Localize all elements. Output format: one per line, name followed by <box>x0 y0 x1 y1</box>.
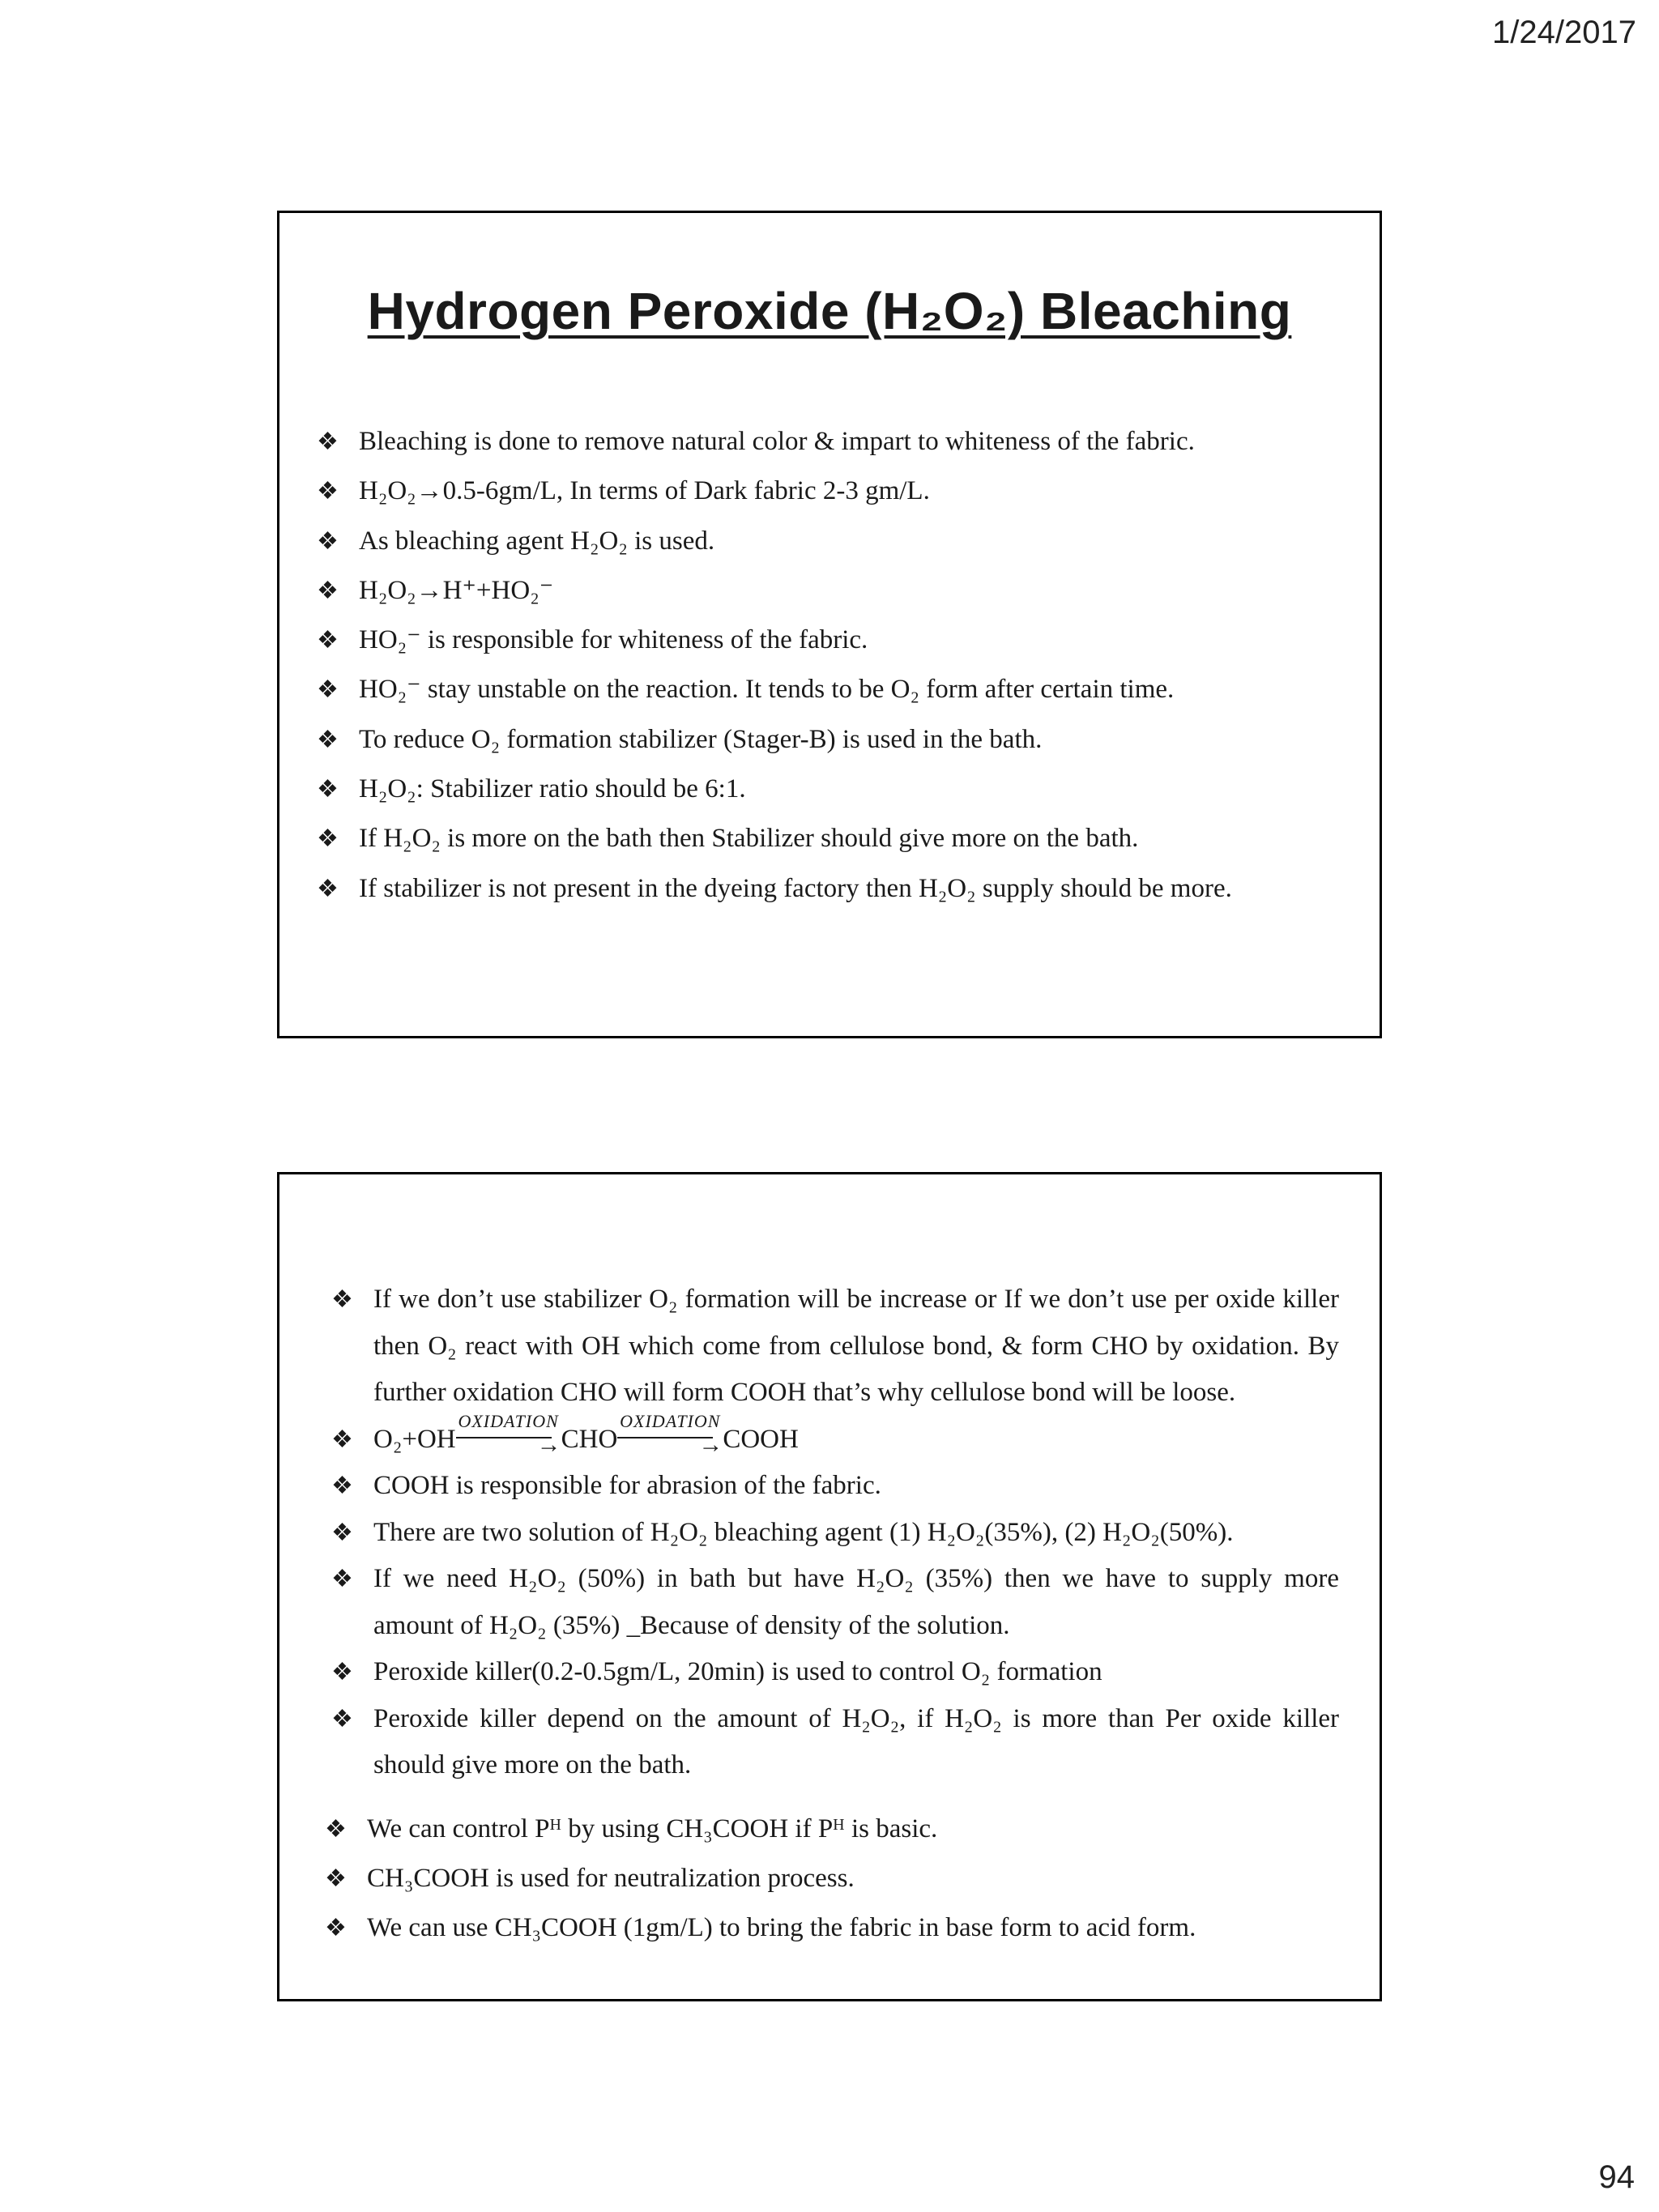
list-item: ❖ We can control Pᴴ by using CH₃COOH if Pᴴ is basic. <box>325 1805 1339 1854</box>
diamond-bullet-icon: ❖ <box>331 1705 353 1733</box>
slide-2 <box>277 1172 1382 2001</box>
list-item: ❖ CH₃COOH is used for neutralization process. <box>325 1854 1339 1903</box>
diamond-bullet-icon: ❖ <box>317 825 339 853</box>
header-date: 1/24/2017 <box>1492 15 1636 50</box>
diamond-bullet-icon: ❖ <box>331 1659 353 1686</box>
diamond-bullet-icon: ❖ <box>325 1816 347 1843</box>
list-item: ❖ Peroxide killer(0.2-0.5gm/L, 20min) is used to control O₂ formation <box>331 1649 1339 1696</box>
list-item: ❖ There are two solution of H₂O₂ bleaching agent (1) H₂O₂(35%), (2) H₂O₂(50%). <box>331 1510 1339 1557</box>
diamond-bullet-icon: ❖ <box>325 1865 347 1892</box>
arrow-label: OXIDATION <box>458 1410 559 1431</box>
slide-title <box>279 281 1380 341</box>
diamond-bullet-icon: ❖ <box>325 1915 347 1941</box>
diamond-bullet-icon: ❖ <box>317 875 339 902</box>
list-item: ❖ Bleaching is done to remove natural color & impart to whiteness of the fabric. <box>317 417 1347 467</box>
page-number: 94 <box>1598 2159 1635 2195</box>
diamond-bullet-icon: ❖ <box>331 1519 353 1546</box>
arrow-head-icon: → <box>536 1430 561 1458</box>
reaction-equation: ❖ O₂+OH OXIDATION → CHO OXIDATION → COOH <box>331 1417 1339 1464</box>
arrow-label: OXIDATION <box>620 1410 721 1431</box>
slide-1 <box>277 211 1382 1038</box>
diamond-bullet-icon: ❖ <box>317 776 339 803</box>
list-item: ❖ We can use CH₃COOH (1gm/L) to bring the fabric in base form to acid form. <box>325 1903 1339 1953</box>
diamond-bullet-icon: ❖ <box>317 726 339 753</box>
list-item: ❖ HO₂⁻ stay unstable on the reaction. It tends to be O₂ form after certain time. <box>317 665 1347 714</box>
list-item: ❖ If we don’t use stabilizer O₂ formation will be increase or If we don’t use per oxide killer then O₂ react with OH which come from cellulose bond, & form CHO by oxidation. By further oxidation CHO will form COOH that’s why cellulose bond will be loose. <box>331 1276 1339 1417</box>
list-item: ❖ If stabilizer is not present in the dyeing factory then H₂O₂ supply should be more. <box>317 864 1347 914</box>
list-item: ❖ To reduce O₂ formation stabilizer (Stager-B) is used in the bath. <box>317 715 1347 765</box>
slide-title-text: Hydrogen Peroxide (H₂O₂) Bleaching <box>367 282 1292 340</box>
list-item: ❖ Peroxide killer depend on the amount of H₂O₂, if H₂O₂ is more than Per oxide killer should give more on the bath. <box>331 1696 1339 1789</box>
list-item: ❖ H₂O₂→H⁺+HO₂⁻ <box>317 566 1347 616</box>
bullet-list <box>317 417 1347 914</box>
diamond-bullet-icon: ❖ <box>317 428 339 455</box>
diamond-bullet-icon: ❖ <box>317 676 339 704</box>
diamond-bullet-icon: ❖ <box>317 577 339 604</box>
diamond-bullet-icon: ❖ <box>317 627 339 654</box>
diamond-bullet-icon: ❖ <box>331 1566 353 1592</box>
list-item: ❖ If we need H₂O₂ (50%) in bath but have H₂O₂ (35%) then we have to supply more amount of H₂O₂ (35%) _Because of density of the solution. <box>331 1556 1339 1649</box>
diamond-bullet-icon: ❖ <box>331 1473 353 1499</box>
diamond-bullet-icon: ❖ <box>331 1286 353 1313</box>
bullet-list <box>331 1276 1339 1789</box>
list-item: ❖ As bleaching agent H₂O₂ is used. <box>317 517 1347 566</box>
list-item: ❖ COOH is responsible for abrasion of the fabric. <box>331 1463 1339 1510</box>
arrow-head-icon: → <box>698 1430 723 1458</box>
diamond-bullet-icon: ❖ <box>317 527 339 555</box>
bullet-list <box>325 1805 1339 1953</box>
list-item: ❖ H₂O₂: Stabilizer ratio should be 6:1. <box>317 765 1347 814</box>
diamond-bullet-icon: ❖ <box>317 478 339 505</box>
list-item: ❖ If H₂O₂ is more on the bath then Stabilizer should give more on the bath. <box>317 814 1347 863</box>
list-item: ❖ HO₂⁻ is responsible for whiteness of the fabric. <box>317 616 1347 665</box>
diamond-bullet-icon: ❖ <box>331 1426 353 1453</box>
list-item: ❖ H₂O₂→0.5-6gm/L, In terms of Dark fabric 2-3 gm/L. <box>317 467 1347 516</box>
